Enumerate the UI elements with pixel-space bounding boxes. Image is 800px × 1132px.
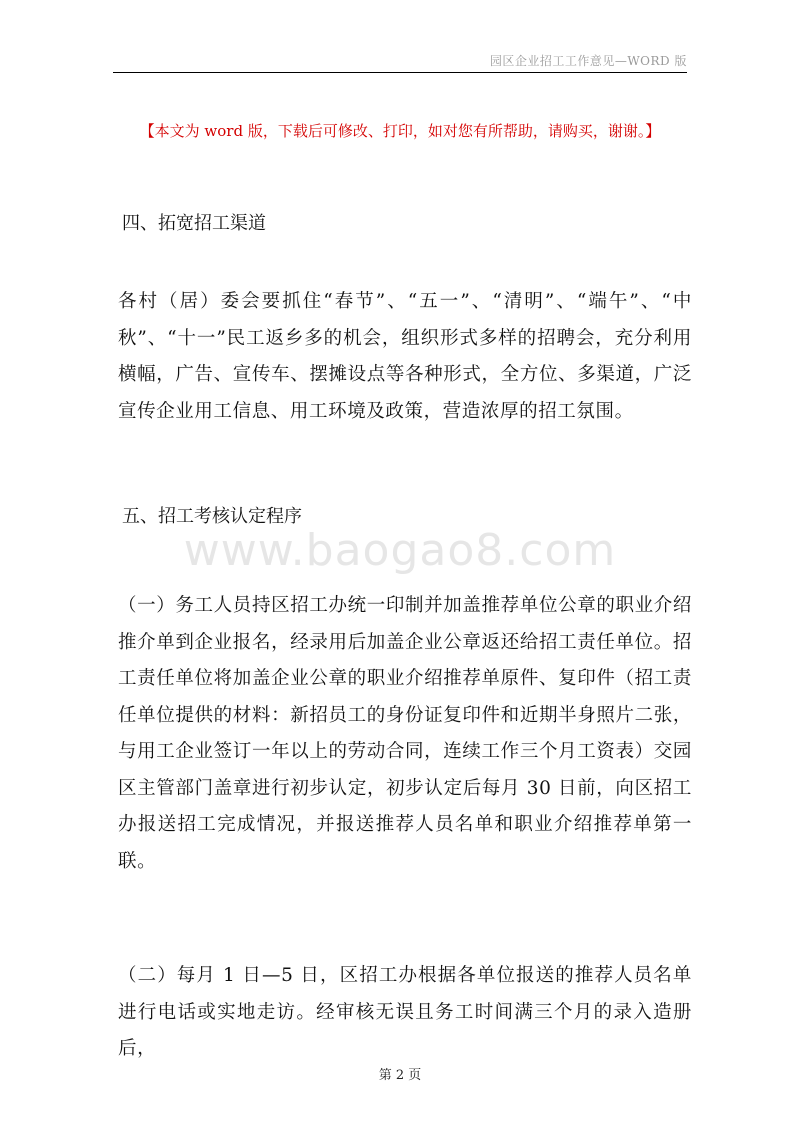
- section-5-heading: 五、招工考核认定程序: [122, 506, 302, 527]
- page-number: 第 2 页: [378, 1068, 422, 1083]
- running-header: 园区企业招工工作意见—WORD 版: [489, 54, 687, 68]
- download-notice: 【本文为 word 版，下载后可修改、打印，如对您有所帮助，请购买，谢谢。】: [139, 122, 661, 140]
- section-5-item-2: （二）每月 1 日—5 日，区招工办根据各单位报送的推荐人员名单进行电话或实地走访。经审核无误且务工时间满三个月的录入造册后，: [118, 965, 692, 1059]
- header-divider: [113, 72, 687, 73]
- section-4-paragraph: 各村（居）委会要抓住“春节”、“五一”、“清明”、“端午”、“中秋”、“十一”民工返乡多的机会，组织形式多样的招聘会，充分利用横幅，广告、宣传车、摆摊设点等各种形式，全方位、多渠道，广泛宣传企业用工信息、用工环境及政策，营造浓厚的招工氛围。: [118, 291, 692, 422]
- watermark: www.baogao8.com: [183, 525, 617, 576]
- section-4-heading: 四、拓宽招工渠道: [122, 213, 266, 234]
- section-5-item-1: （一）务工人员持区招工办统一印制并加盖推荐单位公章的职业介绍推介单到企业报名，经录用后加盖企业公章返还给招工责任单位。招工责任单位将加盖企业公章的职业介绍推荐单原件、复印件（招工责任单位提供的材料：新招员工的身份证复印件和近期半身照片二张，与用工企业签订一年以上的劳动合同，连续工作三个月工资表）交园区主管部门盖章进行初步认定，初步认定后每月 30 日前，向区招工办报送招工完成情况，并报送推荐人员名单和职业介绍推荐单第一联。: [118, 595, 692, 872]
